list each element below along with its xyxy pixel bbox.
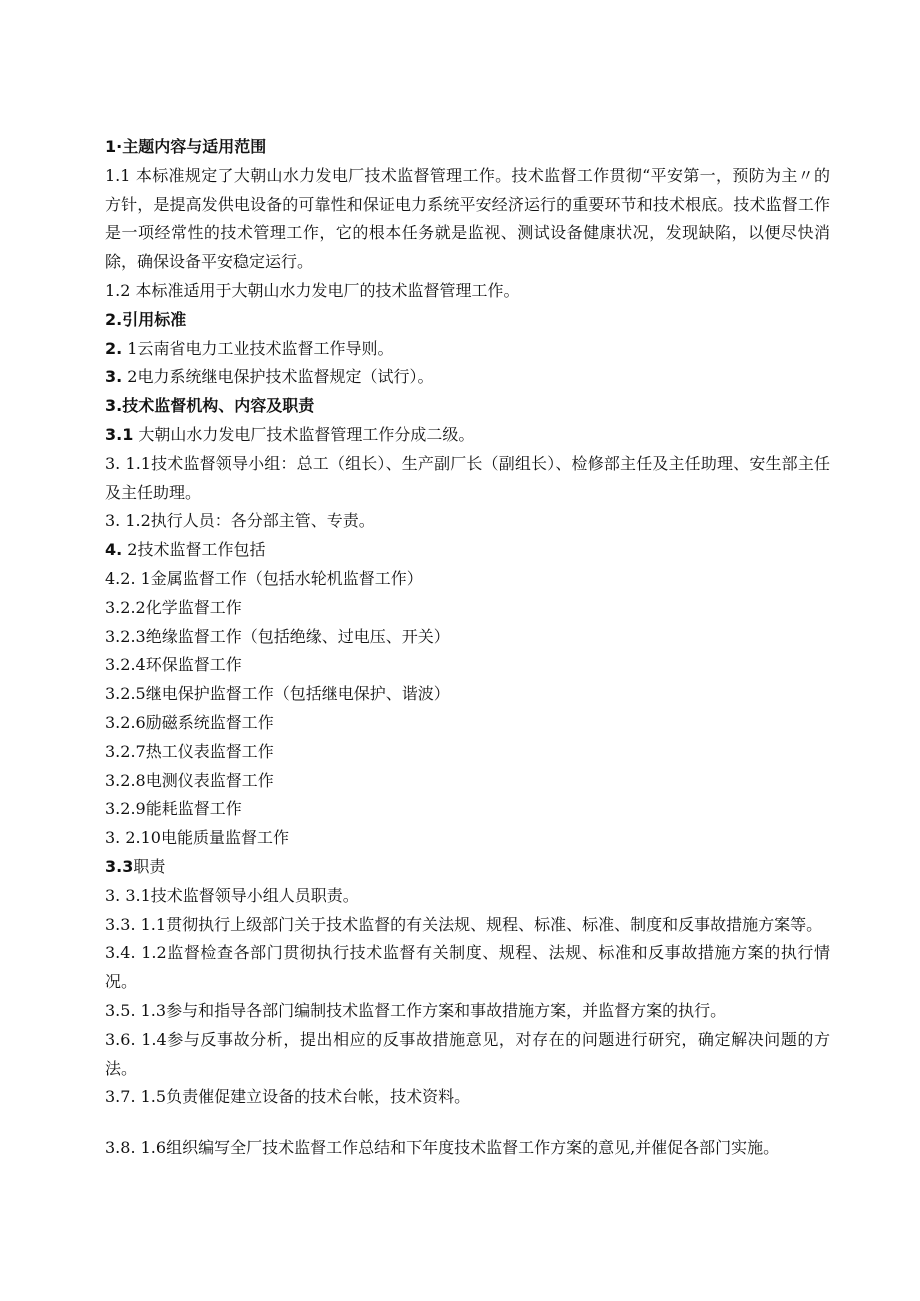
paragraph-2-1-text: 1云南省电力工业技术监督工作导则。 xyxy=(122,338,394,358)
paragraph-3-3-text: 职责 xyxy=(133,856,166,876)
spacer xyxy=(105,1112,830,1134)
list-item: 3.2.9能耗监督工作 xyxy=(105,799,242,819)
paragraph-3-3-1: 3. 3.1技术监督领导小组人员职责。 xyxy=(105,885,359,905)
paragraph-3-2 xyxy=(105,536,830,565)
duty-item: 3.5. 1.3参与和指导各部门编制技术监督工作方案和事故措施方案，并监督方案的执行。 xyxy=(105,1000,727,1020)
section-2-heading: 2.引用标准 xyxy=(105,309,187,329)
paragraph-3-3 xyxy=(105,853,830,882)
paragraph-1-2: 1.2 本标准适用于大朝山水力发电厂的技术监督管理工作。 xyxy=(105,280,520,300)
list-item: 3.2.7热工仪表监督工作 xyxy=(105,741,274,761)
list-item: 3.2.8电测仪表监督工作 xyxy=(105,770,274,790)
list-item: 3.2.6励磁系统监督工作 xyxy=(105,712,274,732)
duty-item: 3.3. 1.1贯彻执行上级部门关于技术监督的有关法规、规程、标准、标准、制度和反事故措施方案等。 xyxy=(105,914,823,934)
paragraph-3-1-2: 3. 1.2执行人员：各分部主管、专责。 xyxy=(105,511,375,531)
list-item: 4.2. 1金属监督工作（包括水轮机监督工作） xyxy=(105,568,423,588)
list-item: 3.2.5继电保护监督工作（包括继电保护、谐波） xyxy=(105,684,450,704)
paragraph-3-1 xyxy=(105,421,830,450)
paragraph-3-2-text: 2技术监督工作包括 xyxy=(122,540,266,560)
paragraph-3-1-text: 大朝山水力发电厂技术监督管理工作分成二级。 xyxy=(133,424,475,444)
list-item: 3. 2.10电能质量监督工作 xyxy=(105,828,289,848)
paragraph-2-2 xyxy=(105,363,830,392)
paragraph-2-2-text: 2电力系统继电保护技术监督规定（试行）。 xyxy=(122,367,434,387)
paragraph-2-1-number: 2. xyxy=(105,338,123,358)
paragraph-3-1-1: 3. 1.1技术监督领导小组：总工（组长）、生产副厂长（副组长）、检修部主任及主任助理、安生部主任及主任助理。 xyxy=(105,453,830,502)
paragraph-1-1: 1.1 本标准规定了大朝山水力发电厂技术监督管理工作。技术监督工作贯彻“平安第一，预防为主〃的方针，是提高发供电设备的可靠性和保证电力系统平安经济运行的重要环节和技术根底。技术监督工作是一项经常性的技术管理工作，它的根本任务就是监视、测试设备健康状况，发现缺陷，以便尽快消除，确保设备平安稳定运行。 xyxy=(105,165,830,272)
section-1-heading: 1·主题内容与适用范围 xyxy=(105,137,267,156)
list-item: 3.2.2化学监督工作 xyxy=(105,597,242,617)
paragraph-2-2-number: 3. xyxy=(105,367,123,387)
duty-item: 3.7. 1.5负责催促建立设备的技术台帐，技术资料。 xyxy=(105,1087,471,1107)
section-3-heading: 3.技术监督机构、内容及职责 xyxy=(105,396,315,416)
list-item: 3.2.4环保监督工作 xyxy=(105,655,242,675)
list-item: 3.2.3绝缘监督工作（包括绝缘、过电压、开关） xyxy=(105,626,450,646)
paragraph-2-1 xyxy=(105,335,830,364)
duty-item: 3.6. 1.4参与反事故分析，提出相应的反事故措施意见，对存在的问题进行研究，确定解决问题的方法。 xyxy=(105,1029,830,1078)
paragraph-3-1-number: 3.1 xyxy=(105,424,134,444)
paragraph-3-2-number: 4. xyxy=(105,540,123,560)
document-page xyxy=(105,133,830,1163)
duty-item-last: 3.8. 1.6组织编写全厂技术监督工作总结和下年度技术监督工作方案的意见,并催促各部门实施。 xyxy=(105,1138,780,1158)
duty-item: 3.4. 1.2监督检查各部门贯彻执行技术监督有关制度、规程、法规、标准和反事故措施方案的执行情况。 xyxy=(105,943,830,992)
paragraph-3-3-number: 3.3 xyxy=(105,856,134,876)
